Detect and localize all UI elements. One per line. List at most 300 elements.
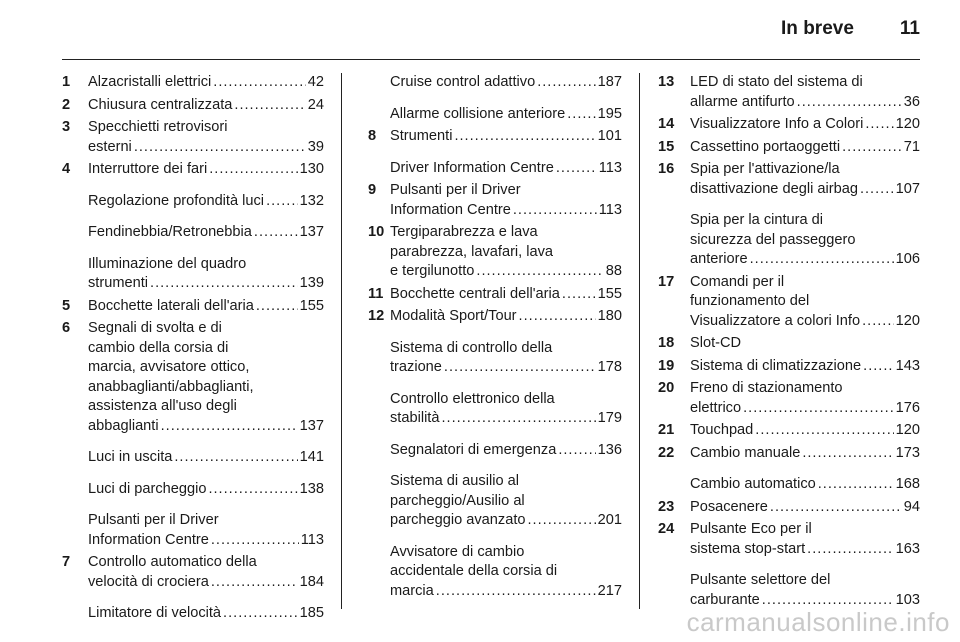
entry-label-line: parabrezza, lavafari, lava xyxy=(390,243,554,260)
entry-body xyxy=(690,115,920,135)
dot-leader xyxy=(209,160,297,180)
entry-label-line xyxy=(690,357,920,377)
entry-label: Driver Information Centre xyxy=(390,159,554,176)
entry-body xyxy=(88,96,324,116)
index-column-3 xyxy=(658,73,920,610)
dot-leader xyxy=(797,93,902,113)
entry-label-line: Controllo elettronico della xyxy=(390,390,555,407)
entry-body xyxy=(690,421,920,441)
entry-page-ref: 88 xyxy=(605,263,622,279)
entry-page-ref: 176 xyxy=(895,399,920,416)
entry-body xyxy=(390,307,622,327)
index-entry xyxy=(62,448,324,468)
index-entry xyxy=(658,498,920,518)
entry-label-line xyxy=(88,417,324,437)
entry-label-line xyxy=(390,409,622,429)
entry-label: carburante xyxy=(690,591,760,608)
dot-leader xyxy=(513,201,597,221)
entry-label-line xyxy=(390,127,622,147)
index-entry xyxy=(62,255,324,294)
index-entry xyxy=(658,138,920,158)
entry-body xyxy=(88,297,324,317)
entry-body xyxy=(690,211,920,270)
entry-page-ref: 187 xyxy=(597,74,622,90)
index-entry xyxy=(368,307,622,327)
dot-leader xyxy=(208,480,297,500)
entry-label-line: Pulsanti per il Driver xyxy=(88,512,219,528)
dot-leader xyxy=(842,138,902,158)
index-entry xyxy=(368,543,622,602)
entry-page-ref: 113 xyxy=(598,201,622,218)
entry-body xyxy=(390,339,622,378)
entry-page-ref: 101 xyxy=(597,128,622,144)
entry-label: strumenti xyxy=(88,275,149,291)
entry-label: velocità di crociera xyxy=(88,573,209,590)
entry-label-line: parcheggio/Ausilio al xyxy=(390,492,525,509)
entry-label-line xyxy=(88,223,324,243)
entry-label: Limitatore di velocità xyxy=(88,605,222,621)
entry-label: Touchpad xyxy=(690,422,754,438)
entry-page-ref: 120 xyxy=(895,312,920,329)
entry-label-line xyxy=(390,511,622,531)
entry-label-line xyxy=(88,96,324,116)
dot-leader xyxy=(863,357,894,377)
entry-label-line: Controllo automatico della xyxy=(88,554,257,570)
dot-leader xyxy=(755,421,893,441)
entry-label-line: Tergiparabrezza e lava xyxy=(390,224,538,240)
entry-label-line xyxy=(88,138,324,158)
entry-label-line: Pulsanti per il Driver xyxy=(390,182,521,198)
entry-label-line xyxy=(390,358,622,378)
entry-page-ref: 180 xyxy=(597,308,622,324)
entry-label-line: Illuminazione del quadro xyxy=(88,255,247,272)
entry-label: Luci di parcheggio xyxy=(88,480,207,497)
entry-body xyxy=(690,444,920,464)
entry-label-line xyxy=(690,498,920,518)
entry-number: 1 xyxy=(62,74,71,90)
entry-label: Modalità Sport/Tour xyxy=(390,308,517,324)
entry-label-line xyxy=(690,250,920,270)
index-entry xyxy=(658,334,920,354)
entry-number: 10 xyxy=(368,224,385,240)
entry-body xyxy=(390,441,622,461)
entry-label: Segnalatori di emergenza xyxy=(390,441,557,458)
dot-leader xyxy=(174,448,297,468)
entry-page-ref: 137 xyxy=(299,224,324,240)
dot-leader xyxy=(223,604,298,624)
entry-label-line xyxy=(390,285,622,305)
entry-number: 2 xyxy=(62,96,71,113)
index-entry xyxy=(62,480,324,500)
entry-label: Information Centre xyxy=(88,531,209,548)
dot-leader xyxy=(441,409,595,429)
index-entry xyxy=(658,357,920,377)
entry-body xyxy=(390,105,622,125)
entry-label-line: Sistema di controllo della xyxy=(390,339,553,356)
entry-label-line xyxy=(690,421,920,441)
entry-body xyxy=(88,255,324,294)
entry-page-ref: 107 xyxy=(895,180,920,197)
entry-page-ref: 137 xyxy=(299,417,324,434)
entry-page-ref: 138 xyxy=(299,480,324,497)
entry-body xyxy=(88,553,324,592)
entry-label-line xyxy=(390,159,622,179)
entry-label: Visualizzatore a colori Info xyxy=(690,312,861,329)
index-entry xyxy=(368,285,622,305)
entry-label-line: Specchietti retrovisori xyxy=(88,119,228,135)
entry-label: Information Centre xyxy=(390,201,511,218)
entry-label-line xyxy=(88,531,324,551)
entry-label-line xyxy=(390,73,622,93)
entry-page-ref: 130 xyxy=(299,161,324,177)
entry-page-ref: 36 xyxy=(903,93,920,110)
entry-number: 9 xyxy=(368,182,377,198)
dot-leader xyxy=(254,223,298,243)
entry-page-ref: 113 xyxy=(300,531,324,548)
entry-label-line: Spia per l'attivazione/la xyxy=(690,161,840,177)
entry-label: disattivazione degli airbag xyxy=(690,180,858,197)
entry-body xyxy=(88,480,324,500)
entry-label-line xyxy=(690,312,920,332)
entry-body xyxy=(88,192,324,212)
entry-body xyxy=(88,319,324,436)
entry-label: Slot-CD xyxy=(690,335,742,351)
index-entry xyxy=(62,96,324,116)
entry-page-ref: 132 xyxy=(299,192,324,209)
entry-label-line xyxy=(88,73,324,93)
entry-number: 11 xyxy=(368,285,384,302)
entry-page-ref: 94 xyxy=(903,498,920,515)
entry-page-ref: 201 xyxy=(597,512,622,528)
entry-body xyxy=(690,273,920,332)
index-entry xyxy=(62,73,324,93)
entry-number: 24 xyxy=(658,521,675,537)
entry-label-line xyxy=(390,307,622,327)
entry-page-ref: 139 xyxy=(299,275,324,291)
entry-number: 14 xyxy=(658,116,675,132)
entry-page-ref: 163 xyxy=(895,540,920,557)
entry-label: allarme antifurto xyxy=(690,93,795,110)
entry-page-ref: 106 xyxy=(895,251,920,267)
entry-label-line xyxy=(690,115,920,135)
entry-body xyxy=(690,520,920,559)
index-entry xyxy=(62,604,324,624)
entry-page-ref: 217 xyxy=(597,582,622,599)
entry-body xyxy=(390,127,622,147)
index-entry xyxy=(658,444,920,464)
dot-leader xyxy=(862,312,894,332)
entry-label-line: anabbaglianti/abbaglianti, xyxy=(88,378,254,395)
entry-label: Cassettino portaoggetti xyxy=(690,138,841,155)
entry-label: abbaglianti xyxy=(88,417,159,434)
entry-page-ref: 168 xyxy=(895,476,920,492)
entry-number: 19 xyxy=(658,357,675,374)
entry-label: Luci in uscita xyxy=(88,449,173,465)
entry-body xyxy=(88,73,324,93)
entry-page-ref: 136 xyxy=(597,441,622,458)
index-entry xyxy=(658,520,920,559)
column-divider xyxy=(639,73,640,609)
index-entry xyxy=(658,571,920,610)
entry-label: parcheggio avanzato xyxy=(390,512,526,528)
entry-number: 8 xyxy=(368,128,377,144)
index-entry xyxy=(62,511,324,550)
watermark: carmanualsonline.info xyxy=(686,607,950,637)
index-entry xyxy=(658,379,920,418)
index-entry xyxy=(368,105,622,125)
entry-label: trazione xyxy=(390,359,442,375)
dot-leader xyxy=(454,127,595,147)
entry-body xyxy=(390,543,622,602)
dot-leader xyxy=(558,441,595,461)
column-divider xyxy=(341,73,342,609)
entry-label-line xyxy=(690,399,920,419)
entry-label: Alzacristalli elettrici xyxy=(88,74,212,90)
entry-page-ref: 42 xyxy=(307,74,324,90)
index-entry xyxy=(658,73,920,112)
dot-leader xyxy=(211,573,298,593)
entry-number: 22 xyxy=(658,444,675,461)
entry-label-line: Pulsante selettore del xyxy=(690,572,831,588)
index-entry xyxy=(658,211,920,270)
entry-page-ref: 71 xyxy=(903,138,920,155)
dot-leader xyxy=(802,444,893,464)
entry-body xyxy=(390,472,622,531)
index-entry xyxy=(62,192,324,212)
entry-page-ref: 143 xyxy=(895,357,920,374)
entry-page-ref: 103 xyxy=(895,591,920,608)
entry-body xyxy=(690,160,920,199)
entry-page-ref: 120 xyxy=(895,422,920,438)
entry-label: Interruttore dei fari xyxy=(88,161,208,177)
entry-body xyxy=(690,73,920,112)
entry-label-line xyxy=(390,262,622,282)
entry-label: Chiusura centralizzata xyxy=(88,96,233,113)
entry-number: 5 xyxy=(62,297,71,314)
entry-number: 15 xyxy=(658,138,675,155)
entry-label-line xyxy=(88,448,324,468)
entry-label-line: Pulsante Eco per il xyxy=(690,521,812,537)
entry-number: 4 xyxy=(62,161,71,177)
dot-leader xyxy=(537,73,595,93)
entry-label: sistema stop-start xyxy=(690,540,806,557)
dot-leader xyxy=(860,180,894,200)
dot-leader xyxy=(444,358,596,378)
index-entry xyxy=(368,390,622,429)
entry-body xyxy=(690,571,920,610)
entry-label-line: funzionamento del xyxy=(690,293,810,309)
index-entry xyxy=(62,319,324,436)
index-entry xyxy=(368,127,622,147)
entry-label-line: Comandi per il xyxy=(690,273,785,290)
entry-label-line: accidentale della corsia di xyxy=(390,563,558,579)
entry-body xyxy=(390,390,622,429)
entry-label-line xyxy=(88,480,324,500)
entry-label-line xyxy=(88,160,324,180)
index-entry xyxy=(658,160,920,199)
entry-label-line xyxy=(390,441,622,461)
entry-label-line: Freno di stazionamento xyxy=(690,380,843,396)
entry-body xyxy=(390,181,622,220)
entry-label-line: marcia, avvisatore ottico, xyxy=(88,359,250,375)
index-entry xyxy=(62,223,324,243)
entry-label: Bocchette laterali dell'aria xyxy=(88,297,254,314)
index-column-2 xyxy=(368,73,622,601)
entry-page-ref: 39 xyxy=(307,138,324,155)
entry-body xyxy=(88,223,324,243)
entry-page-ref: 120 xyxy=(895,116,920,132)
dot-leader xyxy=(528,511,596,531)
dot-leader xyxy=(436,582,596,602)
entry-page-ref: 185 xyxy=(299,605,324,621)
entry-label-line xyxy=(690,540,920,560)
entry-body xyxy=(690,475,920,495)
entry-number: 12 xyxy=(368,308,385,324)
entry-label: Allarme collisione anteriore xyxy=(390,105,566,122)
entry-page-ref: 24 xyxy=(307,96,324,113)
entry-label: Sistema di climatizzazione xyxy=(690,357,862,374)
entry-label-line xyxy=(390,582,622,602)
entry-body xyxy=(390,285,622,305)
index-entry xyxy=(62,553,324,592)
entry-page-ref: 178 xyxy=(597,359,622,375)
entry-label-line xyxy=(88,274,324,294)
entry-label-line: sicurezza del passeggero xyxy=(690,231,856,248)
dot-leader xyxy=(750,250,894,270)
index-entry xyxy=(368,472,622,531)
header-rule xyxy=(62,59,920,60)
entry-label-line xyxy=(88,297,324,317)
entry-page-ref: 141 xyxy=(299,449,324,465)
entry-label-line xyxy=(690,334,920,354)
dot-leader xyxy=(770,498,902,518)
entry-body xyxy=(390,73,622,93)
dot-leader xyxy=(807,540,893,560)
entry-label: anteriore xyxy=(690,251,748,267)
entry-label: Bocchette centrali dell'aria xyxy=(390,285,560,302)
entry-page-ref: 155 xyxy=(299,297,324,314)
dot-leader xyxy=(234,96,305,116)
entry-label: e tergilunotto xyxy=(390,263,475,279)
entry-label-line xyxy=(88,192,324,212)
entry-body xyxy=(690,334,920,354)
entry-label: marcia xyxy=(390,582,434,599)
entry-label: Fendinebbia/Retronebbia xyxy=(88,224,252,240)
section-title: In breve xyxy=(781,18,854,39)
entry-body xyxy=(390,159,622,179)
dot-leader xyxy=(562,285,596,305)
dot-leader xyxy=(256,297,298,317)
dot-leader xyxy=(476,262,603,282)
entry-body xyxy=(88,160,324,180)
index-entry xyxy=(368,159,622,179)
entry-number: 18 xyxy=(658,335,675,351)
entry-number: 13 xyxy=(658,74,675,90)
dot-leader xyxy=(556,159,597,179)
index-entry xyxy=(368,441,622,461)
entry-label-line: LED di stato del sistema di xyxy=(690,74,863,90)
page-number: 11 xyxy=(899,18,920,39)
index-entry xyxy=(658,115,920,135)
dot-leader xyxy=(519,307,596,327)
index-entry xyxy=(658,421,920,441)
entry-body xyxy=(88,511,324,550)
entry-body xyxy=(690,138,920,158)
entry-label: elettrico xyxy=(690,399,742,416)
dot-leader xyxy=(213,73,306,93)
entry-label-line xyxy=(690,444,920,464)
entry-page-ref: 179 xyxy=(597,410,622,426)
entry-body xyxy=(690,357,920,377)
index-entry xyxy=(62,118,324,157)
index-entry xyxy=(368,223,622,282)
entry-number: 6 xyxy=(62,320,71,336)
entry-number: 17 xyxy=(658,273,675,290)
dot-leader xyxy=(743,399,894,419)
entry-label: Posacenere xyxy=(690,498,768,515)
entry-number: 16 xyxy=(658,161,675,177)
index-entry xyxy=(658,475,920,495)
dot-leader xyxy=(567,105,595,125)
entry-label-line: Spia per la cintura di xyxy=(690,212,824,228)
entry-label: stabilità xyxy=(390,410,440,426)
entry-label: Strumenti xyxy=(390,128,453,144)
page-header xyxy=(62,18,920,48)
dot-leader xyxy=(161,417,298,437)
index-entry xyxy=(62,297,324,317)
entry-body xyxy=(88,604,324,624)
entry-label-line xyxy=(690,93,920,113)
dot-leader xyxy=(865,115,893,135)
entry-body xyxy=(690,379,920,418)
entry-page-ref: 184 xyxy=(299,573,324,590)
entry-label-line xyxy=(690,180,920,200)
index-column-1 xyxy=(62,73,324,624)
entry-body xyxy=(88,118,324,157)
entry-label-line xyxy=(88,604,324,624)
entry-label-line: cambio della corsia di xyxy=(88,339,229,356)
entry-label-line: Sistema di ausilio al xyxy=(390,473,519,489)
dot-leader xyxy=(150,274,298,294)
entry-label-line: Avvisatore di cambio xyxy=(390,543,525,560)
entry-page-ref: 155 xyxy=(597,285,622,302)
entry-label-line: assistenza all'uso degli xyxy=(88,398,237,414)
entry-label: Regolazione profondità luci xyxy=(88,192,265,209)
entry-label-line xyxy=(690,475,920,495)
entry-number: 7 xyxy=(62,554,71,570)
entry-number: 3 xyxy=(62,119,71,135)
entry-page-ref: 113 xyxy=(598,159,622,176)
entry-number: 21 xyxy=(658,422,675,438)
entry-body xyxy=(690,498,920,518)
entry-body xyxy=(88,448,324,468)
index-entry xyxy=(62,160,324,180)
entry-label-line xyxy=(690,138,920,158)
index-entry xyxy=(368,339,622,378)
entry-label-line: Segnali di svolta e di xyxy=(88,320,222,336)
entry-label-line xyxy=(390,105,622,125)
index-entry xyxy=(658,273,920,332)
entry-page-ref: 173 xyxy=(895,444,920,461)
entry-label: Cruise control adattivo xyxy=(390,74,536,90)
dot-leader xyxy=(211,531,299,551)
entry-label: Visualizzatore Info a Colori xyxy=(690,116,864,132)
entry-number: 23 xyxy=(658,498,675,515)
index-entry xyxy=(368,73,622,93)
index-entry xyxy=(368,181,622,220)
entry-label: Cambio manuale xyxy=(690,444,801,461)
entry-label: Cambio automatico xyxy=(690,476,816,492)
